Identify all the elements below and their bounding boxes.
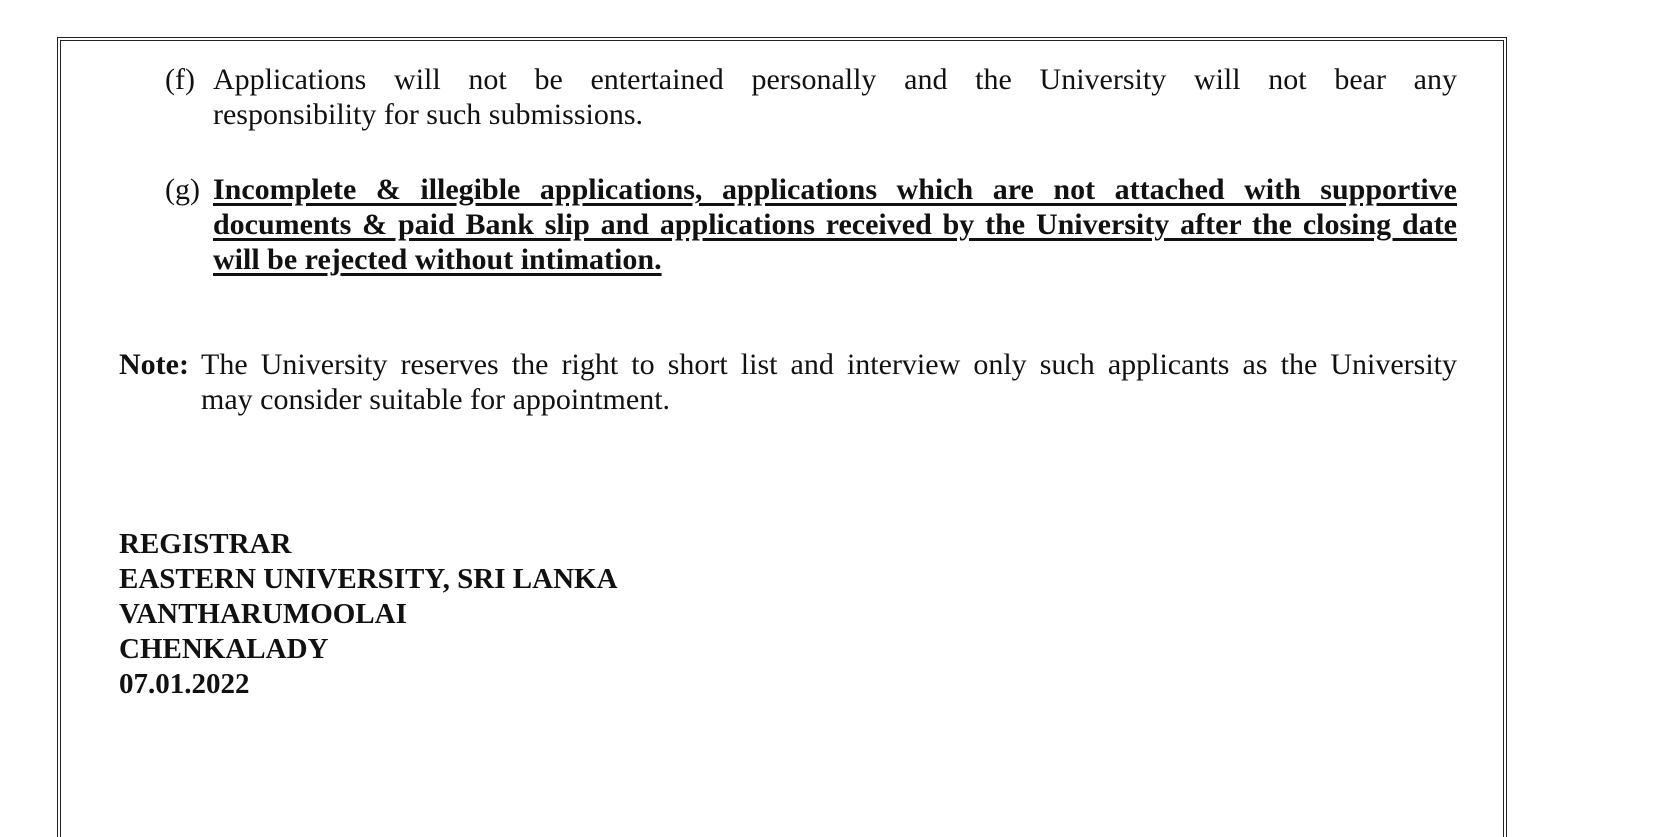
signature-date: 07.01.2022 [119, 668, 250, 700]
signature-institution: EASTERN UNIVERSITY, SRI LANKA [119, 563, 618, 595]
clause-line: Applications will not be entertained personally and the University will not bear any [213, 63, 1457, 96]
clause-line: Incomplete & illegible applications, applications which are not attached with supportive [213, 173, 1457, 206]
clause-line: documents & paid Bank slip and applications received by the University after the closing date [213, 208, 1457, 241]
clause-g [165, 172, 1457, 277]
page-border [57, 37, 1507, 837]
note-line: may consider suitable for appointment. [201, 383, 671, 416]
clause-line: will be rejected without intimation. [213, 243, 662, 276]
signature-place: CHENKALADY [119, 633, 329, 665]
signature-title: REGISTRAR [119, 528, 292, 560]
clause-f [165, 62, 1457, 132]
note-line: The University reserves the right to short list and interview only such applicants as the University [201, 348, 1457, 381]
clause-label: (g) [165, 173, 200, 206]
note [119, 347, 1457, 417]
signature-block [119, 527, 618, 702]
clause-line: responsibility for such submissions. [213, 98, 644, 131]
note-label: Note: [119, 348, 189, 381]
signature-place: VANTHARUMOOLAI [119, 598, 407, 630]
clause-label: (f) [165, 63, 195, 96]
